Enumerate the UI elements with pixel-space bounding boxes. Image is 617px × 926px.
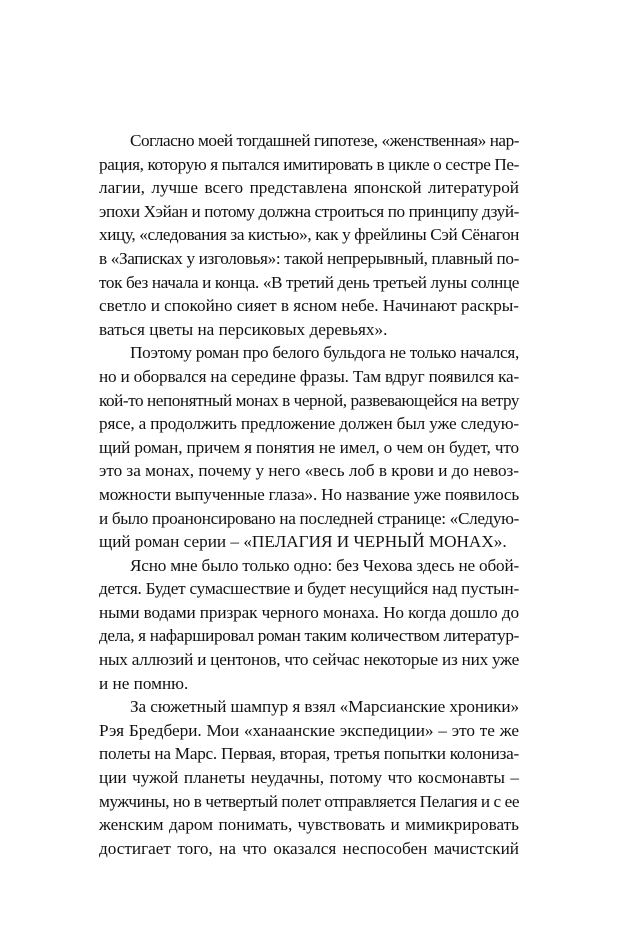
body-text bbox=[99, 129, 519, 860]
text-line: но и оборвался на середине фразы. Там вдруг появился ка- bbox=[99, 366, 519, 386]
text-line: достигает того, на что оказался неспособен мачистский bbox=[99, 838, 519, 858]
paragraph bbox=[99, 129, 519, 341]
text-line: мужчины, но в четвертый полет отправляется Пелагия и с ее bbox=[99, 791, 520, 811]
text-line: щий роман серии – «ПЕЛАГИЯ И ЧЕРНЫЙ МОНАХ». bbox=[99, 532, 507, 552]
text-line: Поэтому роман про белого бульдога не только начался, bbox=[130, 343, 519, 363]
paragraph bbox=[99, 554, 519, 696]
text-line: это за монах, почему у него «весь лоб в крови и до невоз- bbox=[99, 461, 519, 481]
text-line: дется. Будет сумасшествие и будет несущийся над пустын- bbox=[99, 579, 519, 599]
text-line: можности выпученные глаза». Но название уже появилось bbox=[99, 484, 519, 504]
text-line: эпохи Хэйан и потому должна строиться по принципу дзуй- bbox=[99, 201, 520, 221]
text-line: щий роман, причем я понятия не имел, о чем он будет, что bbox=[99, 437, 519, 457]
text-line: Ясно мне было только одно: без Чехова здесь не обой- bbox=[130, 555, 520, 575]
text-line: и не помню. bbox=[99, 673, 189, 693]
paragraph bbox=[99, 695, 519, 860]
text-line: За сюжетный шампур я взял «Марсианские хроники» bbox=[130, 697, 519, 717]
text-line: хицу, «следования за кистью», как у фрейлины Сэй Сёнагон bbox=[99, 225, 520, 245]
text-line: ных аллюзий и центонов, что сейчас некоторые из них уже bbox=[99, 650, 519, 670]
text-line: светло и спокойно сияет в ясном небе. Начинают раскры- bbox=[99, 296, 520, 316]
text-line: ваться цветы на персиковых деревьях». bbox=[99, 319, 388, 339]
text-line: женским даром понимать, чувствовать и мимикрировать bbox=[99, 815, 519, 835]
text-line: Рэя Бредбери. Мои «ханаанские экспедиции» – это те же bbox=[99, 720, 519, 740]
text-line: ными водами призрак черного монаха. Но когда дошло до bbox=[99, 602, 519, 622]
text-line: рясе, а продолжить предложение должен был уже следую- bbox=[99, 414, 519, 434]
text-line: в «Записках у изголовья»: такой непрерывный, плавный по- bbox=[99, 248, 520, 268]
text-line: полеты на Марс. Первая, вторая, третья попытки колониза- bbox=[99, 744, 520, 764]
paragraph bbox=[99, 341, 519, 553]
text-line: рация, которую я пытался имитировать в цикле о сестре Пе- bbox=[99, 154, 519, 174]
text-line: Согласно моей тогдашней гипотезе, «женственная» нар- bbox=[130, 131, 519, 150]
text-line: и было проанонсировано на последней странице: «Следую- bbox=[99, 508, 519, 528]
text-line: ток без начала и конца. «В третий день третьей луны солнце bbox=[99, 272, 519, 292]
text-line: кой-то непонятный монах в черной, развевающейся на ветру bbox=[99, 390, 520, 410]
text-line: дела, я нафаршировал роман таким количеством литератур- bbox=[99, 626, 520, 646]
text-line: ции чужой планеты неудачны, потому что космонавты – bbox=[99, 768, 519, 788]
text-line: лагии, лучше всего представлена японской литературой bbox=[99, 178, 519, 198]
